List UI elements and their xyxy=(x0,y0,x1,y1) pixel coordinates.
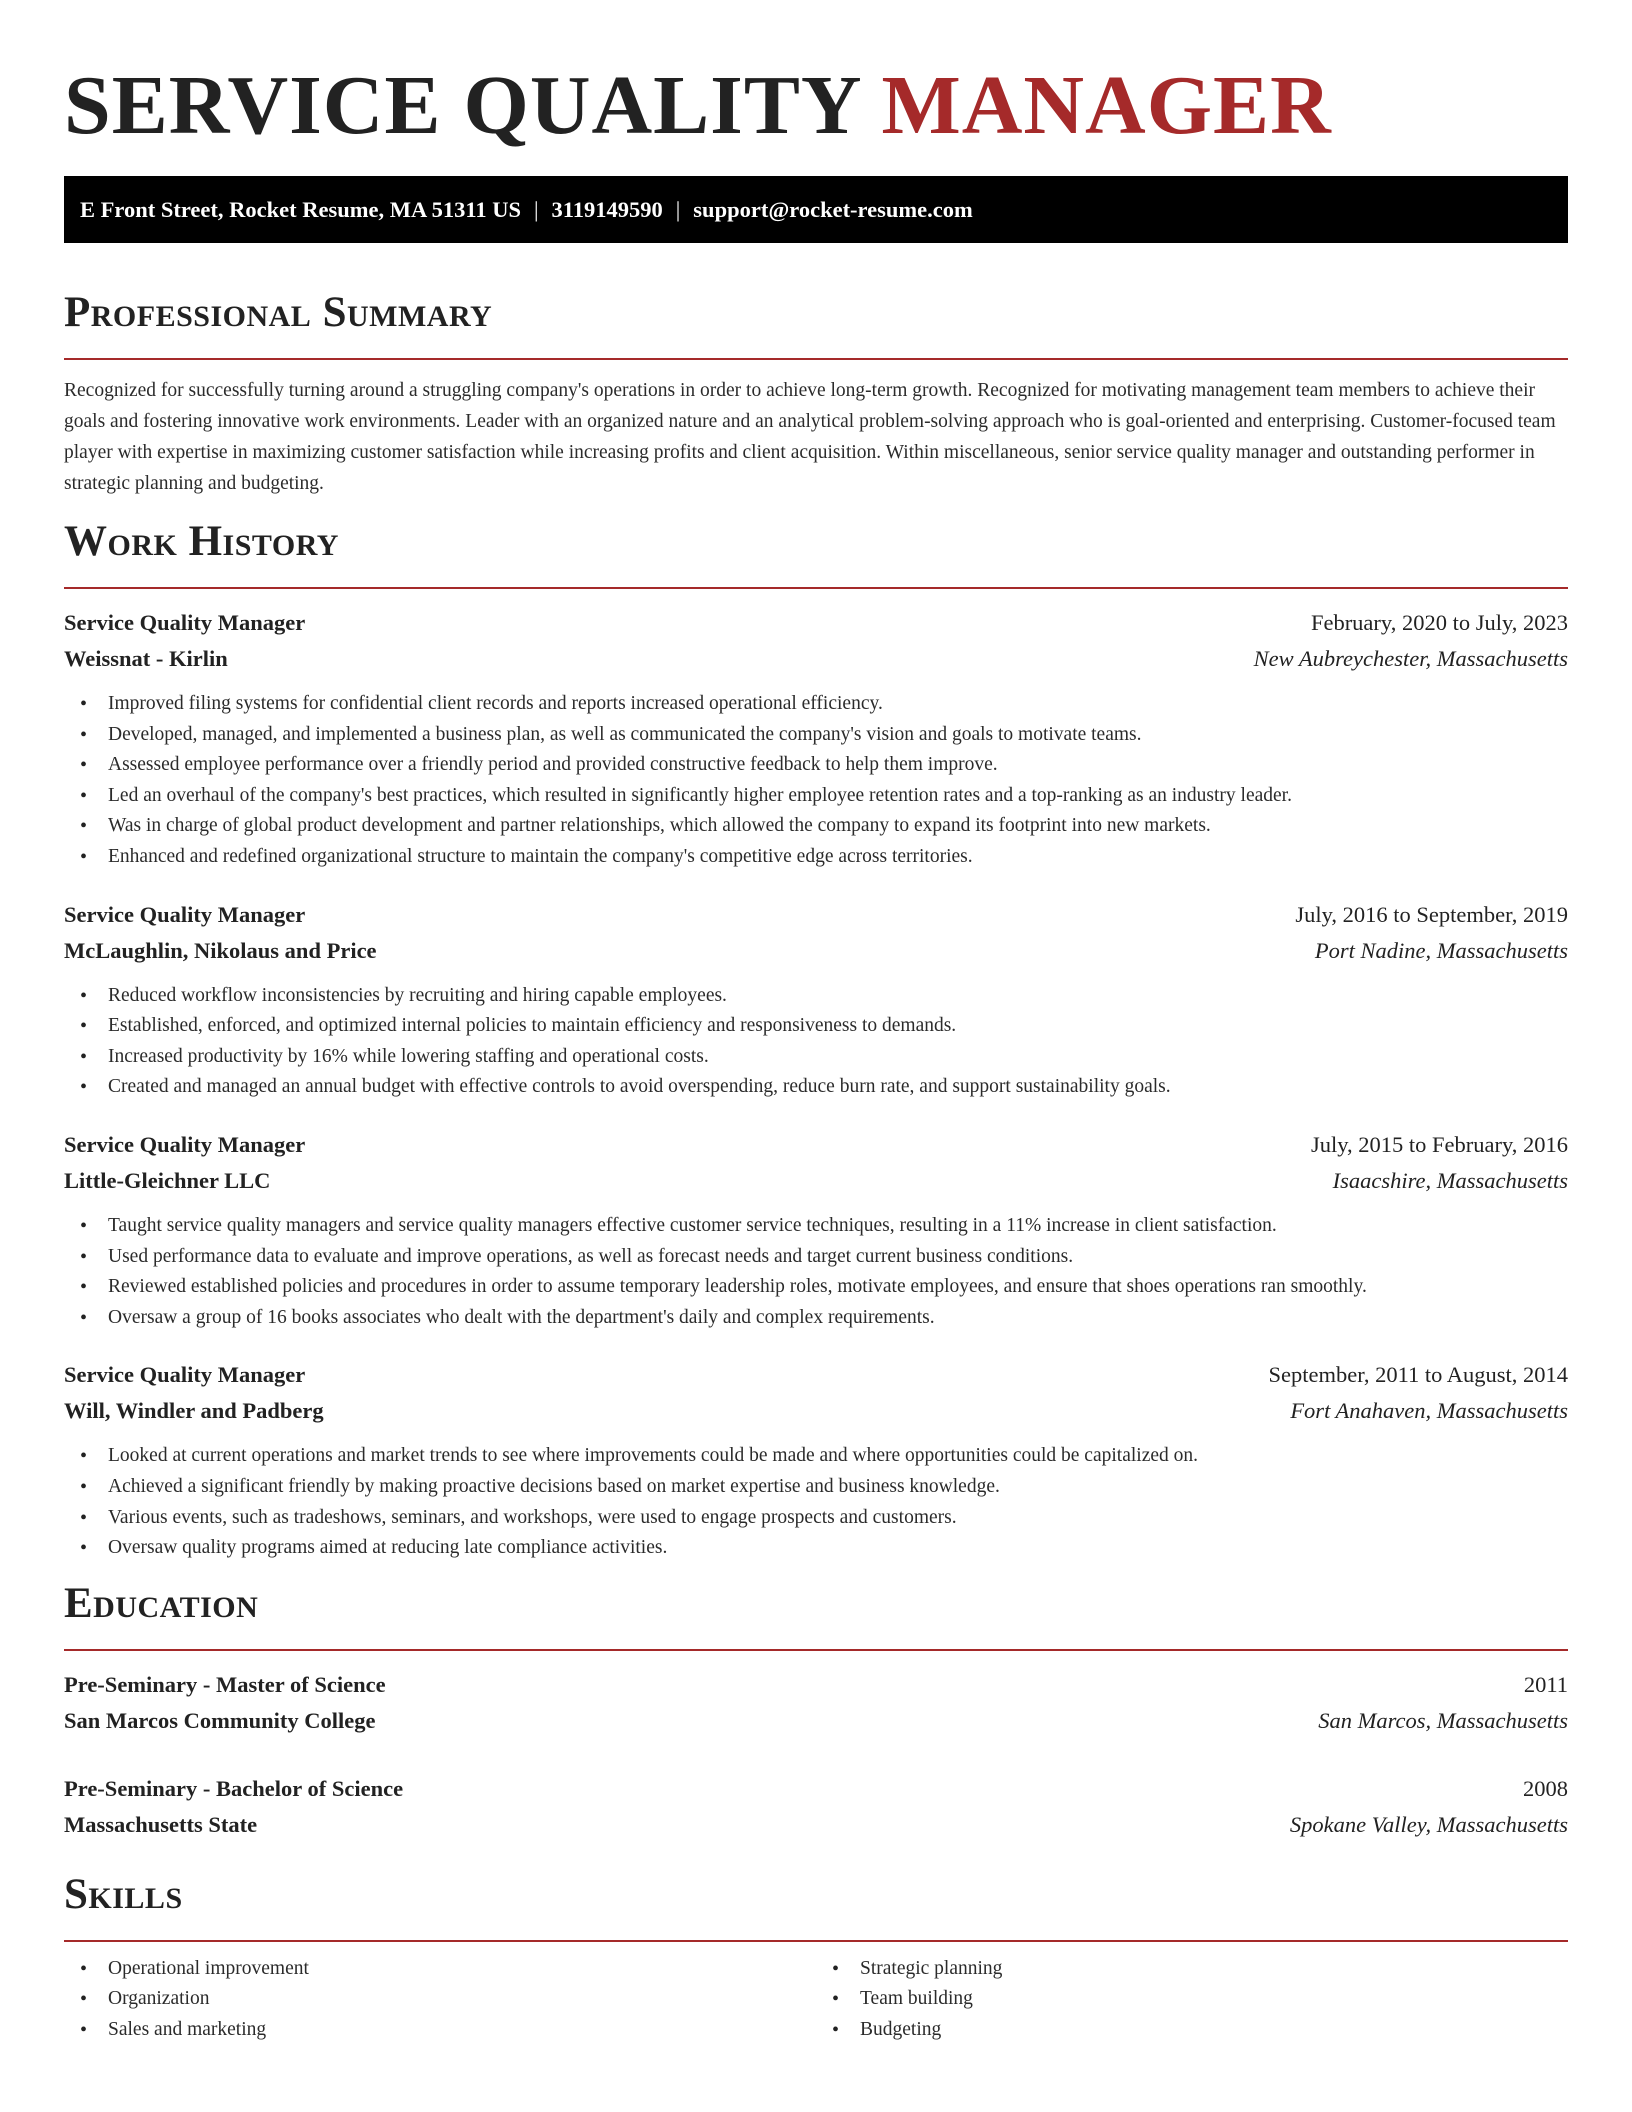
contact-bar xyxy=(64,176,1568,243)
contact-separator: | xyxy=(675,197,681,222)
skill-item: • Operational improvement xyxy=(80,1954,816,1985)
list-item: • Developed, managed, and implemented a business plan, as well as communicated the company's vision and goals to motivate teams. xyxy=(80,720,1568,751)
job-company: Little-Gleichner LLC xyxy=(64,1167,271,1193)
education-school: Massachusetts State xyxy=(64,1811,258,1837)
education-year: 2011 xyxy=(1523,1671,1568,1697)
job-title: Service Quality Manager xyxy=(64,1131,306,1157)
contact-email[interactable]: support@rocket-resume.com xyxy=(693,197,973,222)
section-heading-work-history: Work History xyxy=(64,518,339,565)
resume-page xyxy=(64,0,1568,2045)
job-entry xyxy=(64,1127,1568,1333)
job-title: Service Quality Manager xyxy=(64,901,306,927)
education-entry xyxy=(64,1667,1568,1739)
summary-text: Recognized for successfully turning around a struggling company's operations in order to achieve long-term growth. Recognized for motivating management team members to achieve their goals and fostering innovative work environments. Leader with an organized nature and an analytical problem-solving approach who is goal-oriented and enterprising. Customer-focused team player with expertise in maximizing customer satisfaction while increasing profits and client acquisition. Within miscellaneous, senior service quality manager and outstanding performer in strategic planning and budgeting. xyxy=(64,380,1556,494)
section-divider xyxy=(64,587,1568,589)
contact-phone[interactable]: 3119149590 xyxy=(551,197,663,222)
skill-item: • Organization xyxy=(80,1984,816,2015)
skills-list-right xyxy=(832,1954,1568,2046)
contact-separator: | xyxy=(534,197,539,222)
education-degree: Pre-Seminary - Bachelor of Science xyxy=(64,1775,404,1801)
skill-item: • Strategic planning xyxy=(832,1954,1568,1985)
title-part-2: MANAGER xyxy=(881,59,1332,152)
list-item: • Various events, such as tradeshows, seminars, and workshops, were used to engage prospects and customers. xyxy=(80,1503,1568,1534)
job-title: Service Quality Manager xyxy=(64,1362,306,1388)
job-dates: September, 2011 to August, 2014 xyxy=(1268,1362,1568,1388)
list-item: • Oversaw a group of 16 books associates who dealt with the department's daily and complex requirements. xyxy=(80,1303,1568,1334)
skill-item: • Budgeting xyxy=(832,2015,1568,2046)
list-item: • Improved filing systems for confidential client records and reports increased operational efficiency. xyxy=(80,689,1568,720)
skill-item: • Sales and marketing xyxy=(80,2015,816,2046)
job-entry xyxy=(64,897,1568,1103)
summary-section xyxy=(64,289,1568,499)
title-part-1: SERVICE QUALITY xyxy=(64,59,860,152)
section-divider xyxy=(64,358,1568,360)
list-item: • Oversaw quality programs aimed at reducing late compliance activities. xyxy=(80,1533,1568,1564)
education-year: 2008 xyxy=(1523,1775,1568,1801)
contact-address: E Front Street, Rocket Resume, MA 51311 US xyxy=(80,197,521,222)
resume-title xyxy=(64,56,1568,156)
list-item: • Enhanced and redefined organizational structure to maintain the company's competitive edge across territories. xyxy=(80,842,1568,873)
education-location: Spokane Valley, Massachusetts xyxy=(1289,1811,1568,1837)
job-dates: July, 2015 to February, 2016 xyxy=(1310,1131,1568,1157)
education-entry xyxy=(64,1771,1568,1843)
education-school: San Marcos Community College xyxy=(64,1707,376,1733)
list-item: • Reviewed established policies and procedures in order to assume temporary leadership roles, motivate employees, and ensure that shoes operations ran smoothly. xyxy=(80,1272,1568,1303)
list-item: • Created and managed an annual budget with effective controls to avoid overspending, reduce burn rate, and support sustainability goals. xyxy=(80,1072,1568,1103)
job-location: Isaacshire, Massachusetts xyxy=(1332,1167,1568,1193)
job-location: Fort Anahaven, Massachusetts xyxy=(1290,1398,1568,1424)
list-item: • Assessed employee performance over a friendly period and provided constructive feedback to help them improve. xyxy=(80,750,1568,781)
job-bullets xyxy=(80,981,1568,1103)
education-degree: Pre-Seminary - Master of Science xyxy=(64,1671,386,1697)
skills-list-left xyxy=(80,1954,816,2046)
education-section xyxy=(64,1580,1568,1843)
list-item: • Used performance data to evaluate and improve operations, as well as forecast needs and target current business conditions. xyxy=(80,1242,1568,1273)
job-bullets xyxy=(80,1211,1568,1333)
job-location: New Aubreychester, Massachusetts xyxy=(1253,646,1568,671)
section-heading-education: Education xyxy=(64,1579,259,1627)
education-location: San Marcos, Massachusetts xyxy=(1318,1707,1568,1733)
list-item: • Taught service quality managers and service quality managers effective customer service techniques, resulting in a 11% increase in client satisfaction. xyxy=(80,1211,1568,1242)
section-divider xyxy=(64,1940,1568,1942)
section-heading-skills: Skills xyxy=(64,1870,183,1918)
job-dates: February, 2020 to July, 2023 xyxy=(1310,610,1568,635)
skill-item: • Team building xyxy=(832,1984,1568,2015)
section-heading-summary: Professional Summary xyxy=(64,289,493,336)
list-item: • Increased productivity by 16% while lowering staffing and operational costs. xyxy=(80,1042,1568,1073)
job-bullets xyxy=(80,1441,1568,1563)
list-item: • Established, enforced, and optimized internal policies to maintain efficiency and responsiveness to demands. xyxy=(80,1011,1568,1042)
job-entry xyxy=(64,1357,1568,1563)
list-item: • Was in charge of global product development and partner relationships, which allowed the company to expand its footprint into new markets. xyxy=(80,811,1568,842)
job-company: McLaughlin, Nikolaus and Price xyxy=(64,937,377,963)
job-location: Port Nadine, Massachusetts xyxy=(1314,937,1568,963)
job-company: Weissnat - Kirlin xyxy=(64,646,228,671)
list-item: • Led an overhaul of the company's best practices, which resulted in significantly higher employee retention rates and a top-ranking as an industry leader. xyxy=(80,781,1568,812)
job-entry xyxy=(64,605,1568,873)
section-divider xyxy=(64,1649,1568,1651)
work-history-section xyxy=(64,518,1568,1564)
list-item: • Looked at current operations and market trends to see where improvements could be made and where opportunities could be capitalized on. xyxy=(80,1441,1568,1472)
job-bullets xyxy=(80,689,1568,873)
job-title: Service Quality Manager xyxy=(64,610,306,635)
job-dates: July, 2016 to September, 2019 xyxy=(1295,901,1568,927)
list-item: • Reduced workflow inconsistencies by recruiting and hiring capable employees. xyxy=(80,981,1568,1012)
skills-section xyxy=(64,1871,1568,2046)
list-item: • Achieved a significant friendly by making proactive decisions based on market expertise and business knowledge. xyxy=(80,1472,1568,1503)
skills-columns xyxy=(64,1954,1568,2046)
job-company: Will, Windler and Padberg xyxy=(64,1398,324,1424)
